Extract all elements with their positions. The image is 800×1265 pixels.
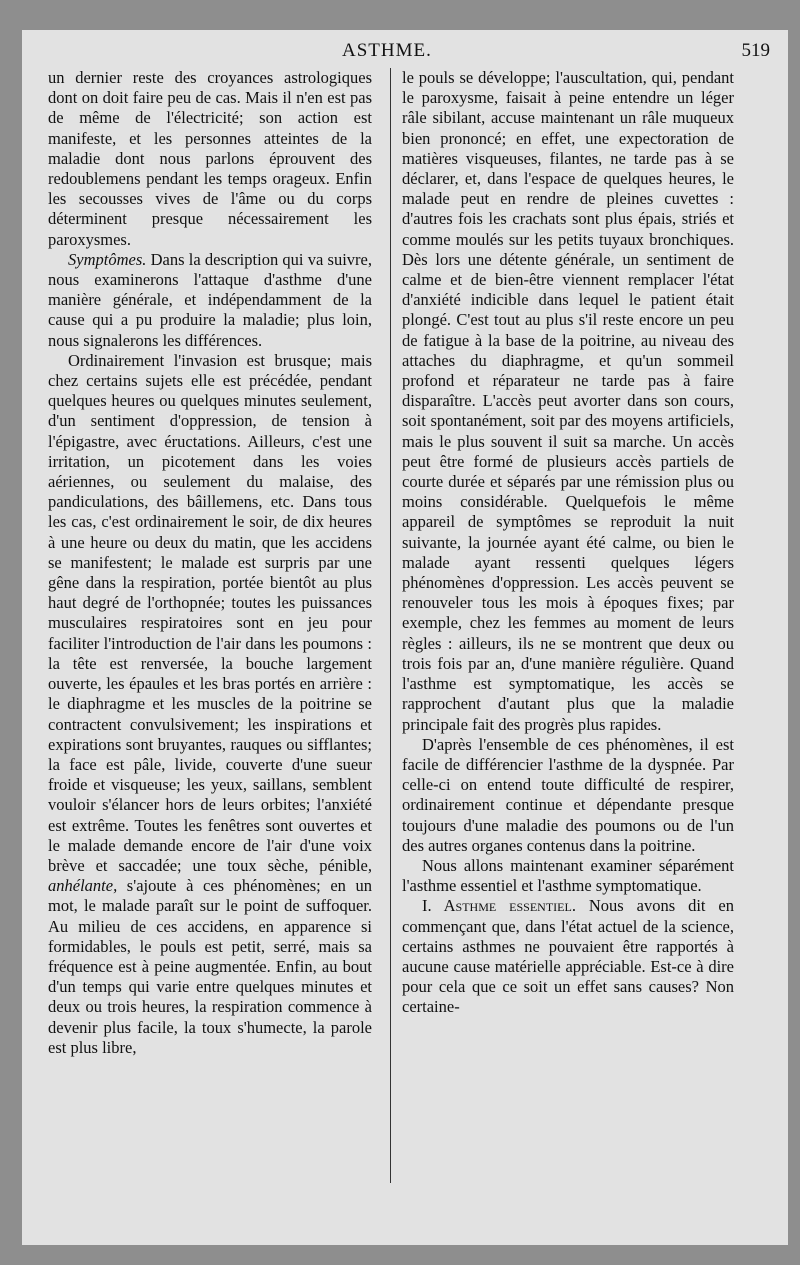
paragraph: un dernier reste des croyances astrologiques dont on doit faire peu de cas. Mais il n'en est pas de même de l'électricité; son action est manifeste, et les personnes atteintes de la maladie dont nous parlons éprouvent des redoublemens pendant les temps orageux. Enfin les secousses vives de l'âme ou du corps déterminent presque nécessairement les paroxysmes.: [48, 68, 372, 249]
paragraph: Nous allons maintenant examiner séparément l'asthme essentiel et l'asthme symptomatique.: [402, 855, 734, 896]
section-lead: Symptômes.: [68, 249, 147, 269]
paragraph: [402, 896, 734, 1017]
page-number: 519: [741, 40, 770, 61]
running-head: [0, 40, 800, 64]
column-divider: [390, 68, 391, 1183]
right-column: [402, 68, 734, 1188]
paragraph: [48, 250, 372, 351]
paragraph: D'après l'ensemble de ces phénomènes, il est facile de différencier l'asthme de la dyspnée. Par celle-ci on entend toute difficulté de respirer, ordinairement continue et dépendante presque toujours d'une maladie des poumons ou de l'un des autres organes contenus dans la poitrine.: [402, 734, 734, 855]
section-heading: I. Asthme essentiel.: [422, 896, 576, 916]
emphasis: anhélante,: [48, 876, 118, 896]
paragraph-text: Dans la description qui va suivre, nous examinerons l'attaque d'asthme d'une manière générale, et indépendamment de la cause qui a pu produire la maladie; plus loin, nous signalerons les différences.: [48, 249, 372, 350]
paragraph-text: s'ajoute à ces phénomènes; en un mot, le malade paraît sur le point de suffoquer. Au milieu de ces accidens, en apparence si formidables, le pouls est petit, serré, mais sa fréquence est à peine augmentée. Enfin, au bout d'un temps qui varie entre quelques minutes et deux ou trois heures, la respiration commence à devenir plus facile, la toux s'humecte, la parole est plus libre,: [48, 876, 372, 1057]
paragraph-text: Nous avons dit en commençant que, dans l'état actuel de la science, certains asthmes ne pouvaient être rapportés à aucune cause matérielle appréciable. Est-ce à dire pour cela que ce soit un effet sans causes? Non certaine-: [402, 896, 734, 1017]
paragraph-text: Ordinairement l'invasion est brusque; mais chez certains sujets elle est précédée, pendant quelques heures ou quelques minutes seulement, d'un sentiment d'oppression, de tension à l'épigastre, avec éructations. Ailleurs, c'est une irritation, un picotement dans les voies aériennes, ou seulement du malaise, des pandiculations, des bâillemens, etc. Dans tous les cas, c'est ordinairement le soir, de dix heures à une heure ou deux du matin, que les accidens se manifestent; le malade est surpris par une gêne dans la respiration, portée bientôt au plus haut degré de l'orthopnée; toutes les puissances musculaires respiratoires sont en jeu pour faciliter l'introduction de l'air dans les poumons : la tête est renversée, la bouche largement ouverte, les épaules et les bras portés en arrière : le diaphragme et les muscles de la poitrine se contractent convulsivement; les inspirations et expirations sont bruyantes, rauques ou sifflantes; la face est pâle, livide, couverte d'une sueur froide et visqueuse; les yeux, saillans, semblent vouloir s'élancer hors de leurs orbites; l'anxiété est extrême. Toutes les fenêtres sont ouvertes et le malade demande encore de l'air d'une voix brève et saccadée; une toux sèche, pénible,: [48, 350, 372, 875]
page-title: ASTHME.: [342, 40, 432, 61]
paragraph: [48, 351, 372, 1058]
paragraph: le pouls se développe; l'auscultation, qui, pendant le paroxysme, faisait à peine entendre un léger râle sibilant, accuse maintenant un râle muqueux bien prononcé; en effet, une expectoration de matières visqueuses, filantes, ne tarde pas à se déclarer, et, dans l'espace de quelques heures, le malade peut en rendre de pleines cuvettes : d'autres fois les crachats sont plus épais, striés et comme moulés sur les petits tuyaux bronchiques. Dès lors une détente générale, un sentiment de calme et de bien-être viennent remplacer l'état d'anxiété indicible dans lequel le patient était plongé. C'est tout au plus s'il reste encore un peu de fatigue à la base de la poitrine, au niveau des attaches du diaphragme, et qu'un sommeil profond et réparateur ne tarde pas à faire disparaître. L'accès peut avorter dans son cours, soit spontanément, soit par des moyens artificiels, mais le plus souvent il suit sa marche. Un accès peut être formé de plusieurs accès partiels de courte durée et séparés par une rémission plus ou moins considérable. Quelquefois le même appareil de symptômes se reproduit la nuit suivante, la journée ayant été calme, ou bien le malade ayant ressenti quelques légers phénomènes d'oppression. Les accès peuvent se renouveler tous les mois à époques fixes; par exemple, chez les femmes au moment de leurs règles : ailleurs, ils ne se montrent que deux ou trois fois par an, d'une manière régulière. Quand l'asthme est symptomatique, les accès se rapprochent d'autant plus que la maladie principale fait des progrès plus rapides.: [402, 68, 734, 734]
left-column: [48, 68, 372, 1188]
